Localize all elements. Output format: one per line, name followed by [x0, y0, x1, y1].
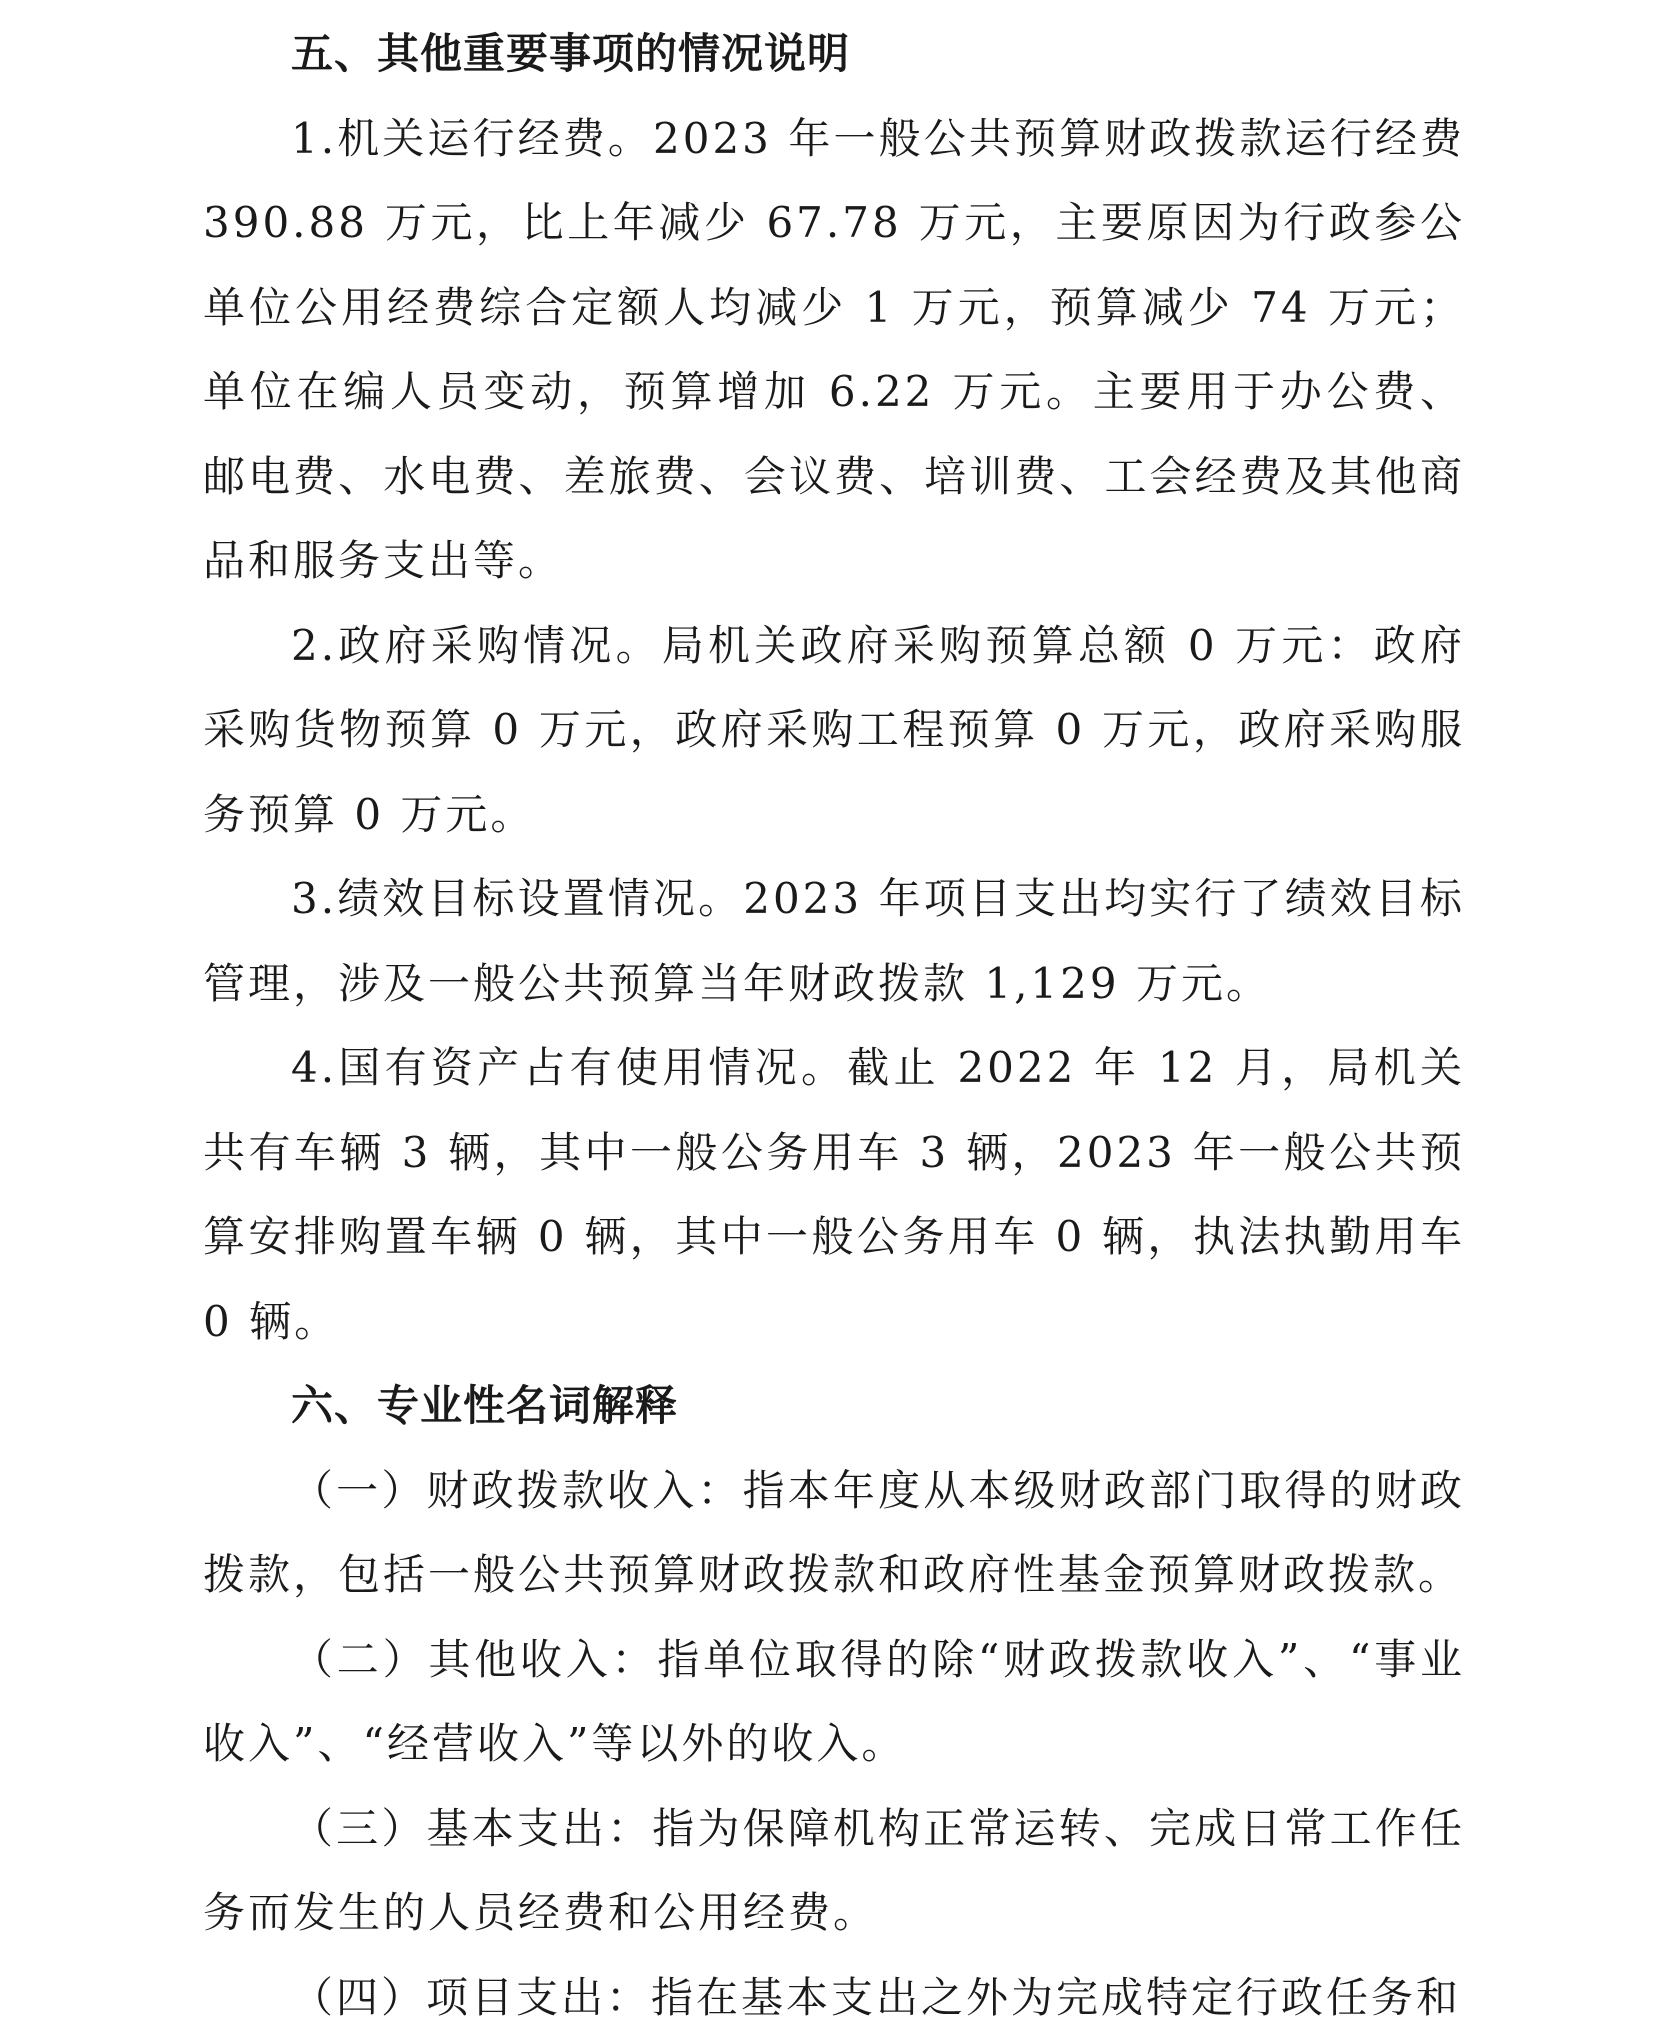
paragraph-other-income: （二）其他收入：指单位取得的除“财政拨款收入”、“事业收入”、“经营收入”等以外的收入。	[203, 1618, 1465, 1787]
section-heading-terminology: 六、专业性名词解释	[203, 1364, 1465, 1449]
document-page	[203, 12, 1465, 2040]
paragraph-basic-expenditure: （三）基本支出：指为保障机构正常运转、完成日常工作任务而发生的人员经费和公用经费。	[203, 1787, 1465, 1956]
paragraph-government-procurement: 2.政府采购情况。局机关政府采购预算总额 0 万元：政府采购货物预算 0 万元，政府采购工程预算 0 万元，政府采购服务预算 0 万元。	[203, 604, 1465, 858]
section-heading-other-matters: 五、其他重要事项的情况说明	[203, 12, 1465, 97]
paragraph-state-assets: 4.国有资产占有使用情况。截止 2022 年 12 月，局机关共有车辆 3 辆，其中一般公务用车 3 辆，2023 年一般公共预算安排购置车辆 0 辆，其中一般公务用车 0 辆，执法执勤用车 0 辆。	[203, 1026, 1465, 1364]
paragraph-fiscal-appropriation-income: （一）财政拨款收入：指本年度从本级财政部门取得的财政拨款，包括一般公共预算财政拨款和政府性基金预算财政拨款。	[203, 1449, 1465, 1618]
paragraph-operating-expenses: 1.机关运行经费。2023 年一般公共预算财政拨款运行经费 390.88 万元，比上年减少 67.78 万元，主要原因为行政参公单位公用经费综合定额人均减少 1 万元，预算减少 74 万元；单位在编人员变动，预算增加 6.22 万元。主要用于办公费、邮电费、水电费、差旅费、会议费、培训费、工会经费及其他商品和服务支出等。	[203, 97, 1465, 604]
paragraph-performance-targets: 3.绩效目标设置情况。2023 年项目支出均实行了绩效目标管理，涉及一般公共预算当年财政拨款 1,129 万元。	[203, 857, 1465, 1026]
paragraph-project-expenditure: （四）项目支出：指在基本支出之外为完成特定行政任务和	[203, 1956, 1465, 2040]
